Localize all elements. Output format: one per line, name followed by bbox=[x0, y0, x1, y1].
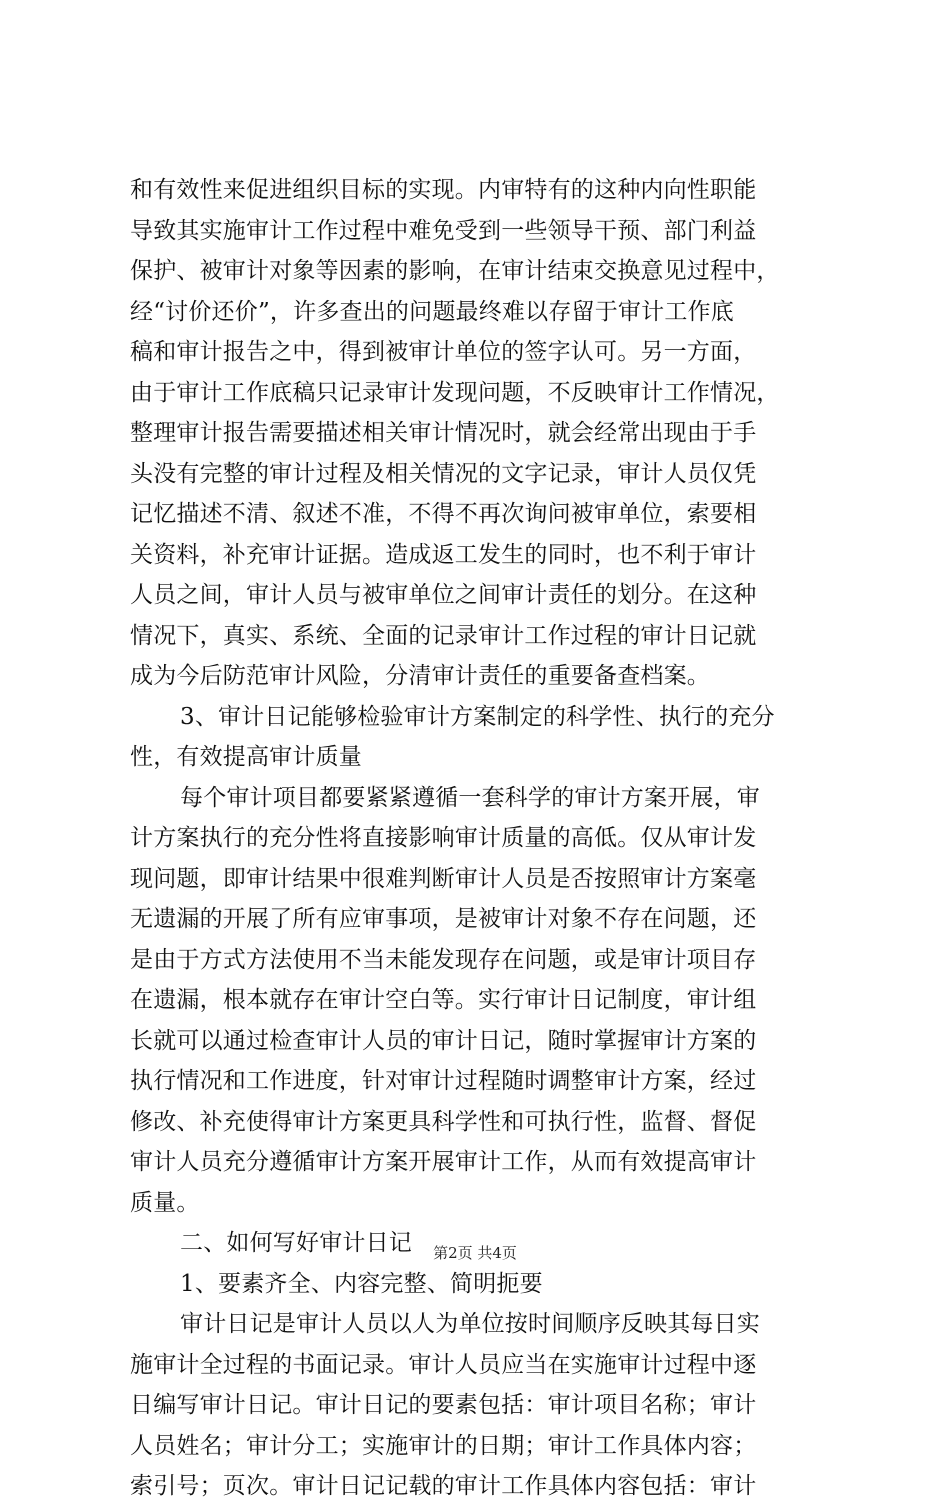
text-line: 修改、补充使得审计方案更具科学性和可执行性，监督、督促 bbox=[130, 1108, 757, 1135]
text-line: 长就可以通过检查审计人员的审计日记，随时掌握审计方案的 bbox=[130, 1027, 757, 1054]
text-line: 成为今后防范审计风险，分清审计责任的重要备查档案。 bbox=[130, 663, 710, 689]
text-line: 在遗漏，根本就存在审计空白等。实行审计日记制度，审计组 bbox=[130, 987, 757, 1013]
text-line: 保护、被审计对象等因素的影响，在审计结束交换意见过程中， bbox=[130, 258, 780, 284]
text-line: 执行情况和工作进度，针对审计过程随时调整审计方案，经过 bbox=[130, 1068, 757, 1094]
text-line: 3、审计日记能够检验审计方案制定的科学性、执行的充分 bbox=[180, 703, 775, 730]
text-line: 整理审计报告需要描述相关审计情况时，就会经常出现由于手 bbox=[130, 420, 757, 446]
text-line: 性，有效提高审计质量 bbox=[130, 744, 362, 770]
text-line: 人员姓名；审计分工；实施审计的日期；审计工作具体内容； bbox=[130, 1432, 757, 1459]
text-line: 情况下，真实、系统、全面的记录审计工作过程的审计日记就 bbox=[130, 622, 757, 649]
text-line: 关资料，补充审计证据。造成返工发生的同时，也不利于审计 bbox=[130, 541, 757, 568]
text-line: 施审计全过程的书面记录。审计人员应当在实施审计过程中逐 bbox=[130, 1351, 757, 1378]
text-line: 每个审计项目都要紧紧遵循一套科学的审计方案开展，审 bbox=[180, 784, 760, 811]
text-line: 日编写审计日记。审计日记的要素包括：审计项目名称；审计 bbox=[130, 1392, 757, 1418]
text-line: 现问题，即审计结果中很难判断审计人员是否按照审计方案毫 bbox=[130, 865, 757, 892]
text-line: 由于审计工作底稿只记录审计发现问题，不反映审计工作情况， bbox=[130, 379, 780, 406]
page-footer: 第2页 共4页 bbox=[433, 1244, 517, 1262]
text-line: 无遗漏的开展了所有应审事项，是被审计对象不存在问题，还 bbox=[130, 906, 757, 932]
text-line: 人员之间，审计人员与被审单位之间审计责任的划分。在这种 bbox=[130, 582, 757, 608]
text-line: 1、要素齐全、内容完整、简明扼要 bbox=[180, 1270, 543, 1297]
text-line: 稿和审计报告之中，得到被审计单位的签字认可。另一方面， bbox=[130, 339, 757, 365]
text-line: 头没有完整的审计过程及相关情况的文字记录，审计人员仅凭 bbox=[130, 460, 757, 487]
text-line: 索引号；页次。审计日记记载的审计工作具体内容包括：审计 bbox=[130, 1473, 757, 1499]
text-line: 经“讨价还价”，许多查出的问题最终难以存留于审计工作底 bbox=[130, 298, 734, 325]
text-line: 导致其实施审计工作过程中难免受到一些领导干预、部门利益 bbox=[130, 217, 757, 244]
body-text bbox=[130, 170, 830, 1507]
text-line: 和有效性来促进组织目标的实现。内审特有的这种内向性职能 bbox=[130, 177, 757, 203]
text-line: 审计日记是审计人员以人为单位按时间顺序反映其每日实 bbox=[180, 1311, 760, 1337]
text-line: 质量。 bbox=[130, 1189, 200, 1216]
text-line: 记忆描述不清、叙述不准，不得不再次询问被审单位，索要相 bbox=[130, 501, 757, 527]
text-line: 审计人员充分遵循审计方案开展审计工作，从而有效提高审计 bbox=[130, 1149, 757, 1175]
text-line: 计方案执行的充分性将直接影响审计质量的高低。仅从审计发 bbox=[130, 825, 757, 851]
text-line: 二、如何写好审计日记 bbox=[180, 1230, 412, 1256]
text-line: 是由于方式方法使用不当未能发现存在问题，或是审计项目存 bbox=[130, 946, 757, 973]
